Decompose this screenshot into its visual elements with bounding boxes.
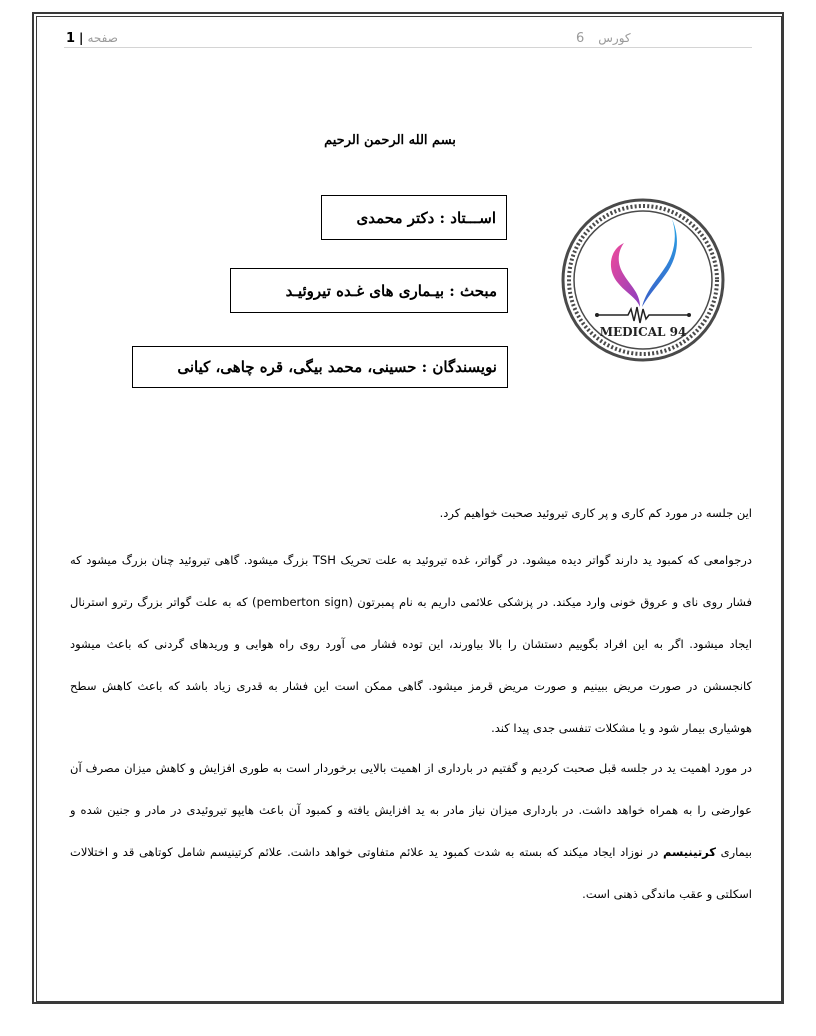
bismillah-heading: بسم الله الرحمن الرحیم bbox=[324, 133, 456, 148]
logo-pink-swoosh bbox=[611, 243, 640, 307]
logo-text: MEDICAL 94 bbox=[599, 325, 687, 339]
logo-blue-swoosh bbox=[642, 219, 677, 307]
topic-text: مبحث : بیـماری های غـده تیروئیـد bbox=[285, 281, 497, 300]
pemberton-term: pemberton sign bbox=[256, 595, 349, 609]
topic-box bbox=[230, 268, 508, 313]
page-label: صفحه bbox=[87, 31, 118, 45]
course-header bbox=[576, 31, 631, 46]
teacher-box bbox=[321, 195, 507, 240]
page-number: 1 bbox=[66, 31, 76, 46]
page-number-header bbox=[66, 31, 118, 46]
paragraph-iodine bbox=[70, 747, 752, 915]
authors-box bbox=[132, 346, 508, 388]
medical-94-logo bbox=[560, 197, 726, 363]
teacher-text: اســـتاد : دکتر محمدی bbox=[356, 208, 496, 227]
iodine-text-a: در مورد اهمیت ید در جلسه قبل صحبت کردیم و گفتیم در بارداری از اهمیت بالایی برخوردار است به طوری افزایش و کاهش میزان مصرف آن عوارضی را به همراه خواهد داشت. در بارداری میزان نیاز مادر به ید افزایش یافته و کمبود آن باعث هایپو تیروئیدی در مادر و جنین شده و بیماری bbox=[70, 761, 752, 859]
header-separator: | bbox=[79, 31, 84, 45]
paragraph-intro: این جلسه در مورد کم کاری و پر کاری تیروئید صحبت خواهیم کرد. bbox=[439, 506, 752, 520]
logo-heartbeat-line bbox=[598, 307, 688, 323]
header-rule bbox=[64, 47, 752, 48]
paragraph-goiter bbox=[70, 539, 752, 749]
course-number: 6 bbox=[576, 31, 585, 46]
logo-line-dot-right bbox=[687, 313, 691, 317]
authors-text: نویسندگان : حسینی، محمد بیگی، قره چاهی، کیانی bbox=[177, 358, 497, 376]
course-label: کورس bbox=[598, 31, 631, 45]
iodine-text-b: در نوزاد ایجاد میکند که بسته به شدت کمبود ید علائم متفاوتی خواهد داشت. علائم کرتینیسم شامل کوتاهی قد و اختلالات اسکلتی و عقب ماندگی ذهنی است. bbox=[70, 845, 752, 901]
logo-line-dot-left bbox=[595, 313, 599, 317]
cretinism-term: کرتینیسم bbox=[663, 845, 716, 859]
goiter-text-b: ) که به علت گواتر بزرگ رترو استرنال ایجاد میشود. اگر به این افراد بگوییم دستشان را بالا بیاورند، این توده فشار می آورد روی راه هوایی و وریدهای گردنی که باعث میشود کانجسشن در صورت مریض ببینیم و صورت مریض قرمز میشود. گاهی ممکن است این فشار به قدری زیاد باشد که باعث کاهش سطح هوشیاری بیمار شود و یا مشکلات تنفسی جدی پیدا کند. bbox=[70, 595, 752, 735]
goiter-text-a: درجوامعی که کمبود ید دارند گواتر دیده میشود. در گواتر، غده تیروئید به علت تحریک TSH بزرگ میشود. گاهی تیروئید چنان بزرگ میشود که فشار روی نای و عروق خونی وارد میکند. در پزشکی علائمی داریم به نام پمبرتون ( bbox=[70, 553, 753, 609]
